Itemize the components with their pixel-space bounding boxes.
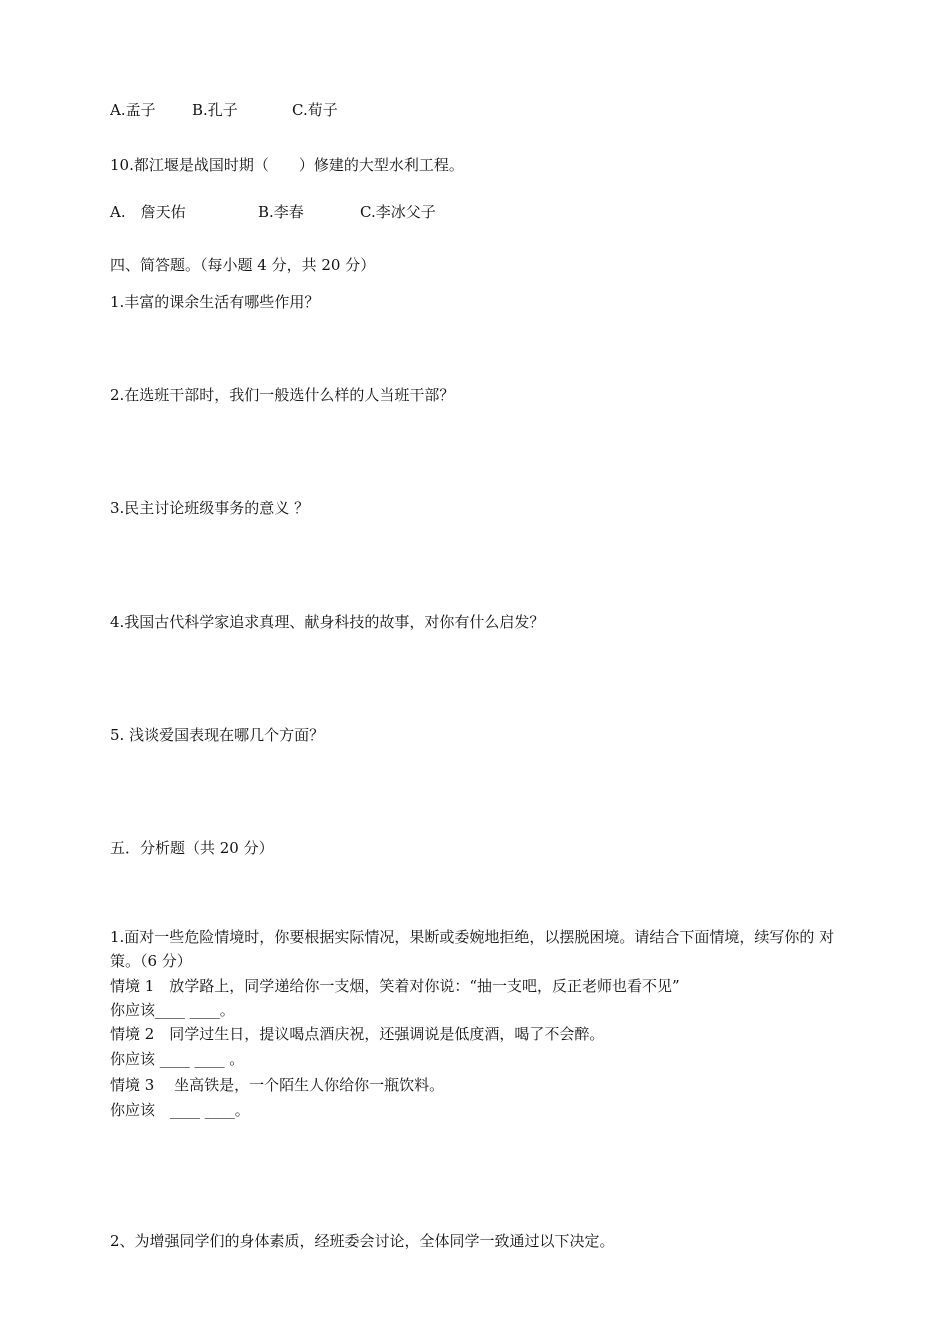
section4-question-4: 4.我国古代科学家追求真理、献身科技的故事，对你有什么启发？ xyxy=(110,613,545,631)
section5-q1-scenario-1: 情境 1 放学路上，同学递给你一支烟，笑着对你说：“抽一支吧，反正老师也看不见” xyxy=(110,977,680,995)
section4-question-3: 3.民主讨论班级事务的意义 ？ xyxy=(110,499,310,517)
section5-q1-scenario-2: 情境 2 同学过生日，提议喝点酒庆祝，还强调说是低度酒，喝了不会醉。 xyxy=(110,1025,605,1043)
q9-option-c: C.荀子 xyxy=(292,101,338,119)
section5-q1-answer-2: 你应该 ____ ____ 。 xyxy=(110,1050,245,1068)
section5-q1-scenario-3: 情境 3 坐高铁是，一个陌生人你给你一瓶饮料。 xyxy=(110,1076,445,1094)
section4-question-5: 5. 浅谈爱国表现在哪几个方面？ xyxy=(110,726,325,744)
q10-question: 10.都江堰是战国时期（ ）修建的大型水利工程。 xyxy=(110,156,464,174)
section5-q1-answer-3: 你应该 ____ ____。 xyxy=(110,1101,250,1119)
q10-option-c: C.李冰父子 xyxy=(360,203,436,221)
section5-q1-prompt: 1.面对一些危险情境时，你要根据实际情况，果断或委婉地拒绝，以摆脱困境。请结合下面情境，续写你的 对策。（6 分） xyxy=(110,928,835,970)
q9-option-b: B.孔子 xyxy=(192,101,238,119)
section5-q2: 2、为增强同学们的身体素质，经班委会讨论，全体同学一致通过以下决定。 xyxy=(110,1232,615,1250)
q10-option-b: B.李春 xyxy=(258,203,304,221)
q10-option-a: A. 詹天佑 xyxy=(110,203,186,221)
section4-question-1: 1.丰富的课余生活有哪些作用？ xyxy=(110,293,320,311)
q9-option-a: A.孟子 xyxy=(110,101,156,119)
section5-q1-answer-1: 你应该____ ____。 xyxy=(110,1001,235,1019)
section5-title: 五．分析题（共 20 分） xyxy=(110,839,274,857)
section4-title: 四、简答题。（每小题 4 分，共 20 分） xyxy=(110,256,376,274)
section4-question-2: 2.在选班干部时，我们一般选什么样的人当班干部？ xyxy=(110,386,455,404)
